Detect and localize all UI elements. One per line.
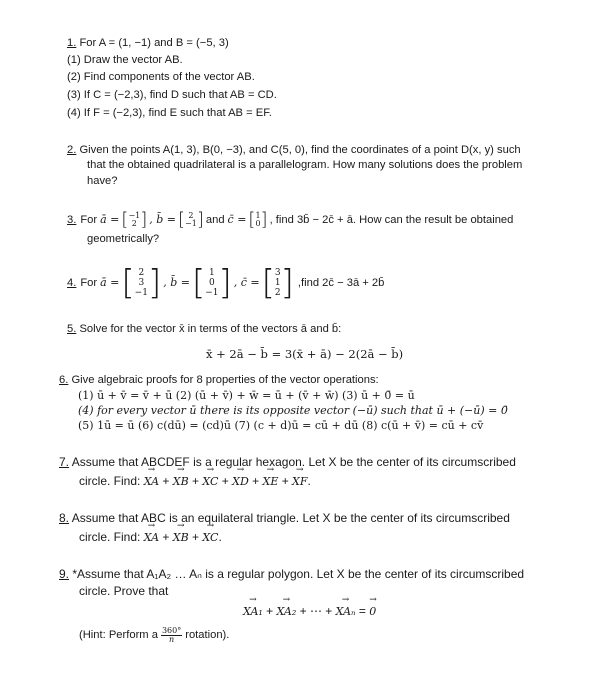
- problem-9-equation: XA₁ → + XA₂ → + ⋯ + XAₙ → = 0 →: [243, 604, 376, 619]
- problem-1-item-2: (2) Find components of the vector AB.: [67, 71, 255, 83]
- problem-number: 4.: [67, 277, 77, 289]
- problem-1-item-1: (1) Draw the vector AB.: [67, 54, 183, 66]
- problem-4-line: 4. For ā = [ 2 3 −1 ] , b̄ = [ 1 0 −1 ] , c̄ = [ 3 1 2 ] , find 2c̄ − 3ā + 2b̄: [67, 263, 385, 303]
- problem-text: Give algebraic proofs for 8 properties of the vector operations:: [71, 374, 379, 386]
- problem-6-properties-1: (1) ū + v̄ = v̄ + ū (2) (ū + v̄) + w̄ = ū + (v̄ + w̄) (3) ū + 0̄ = ū: [78, 389, 415, 402]
- problem-text: *Assume that A₁A₂ … Aₙ is a regular polygon. Let X be the center of its circumscribed: [72, 567, 525, 581]
- problem-6-properties-2: (4) for every vector ū there is its opposite vector (−ū) such that ū + (−ū) = 0̄: [78, 404, 508, 417]
- problem-number: 2.: [67, 144, 77, 156]
- problem-number: 3.: [67, 214, 77, 226]
- problem-text: Given the points A(1, 3), B(0, −3), and C(5, 0), find the coordinates of a point D(x, y) such: [79, 144, 521, 156]
- problem-5-equation: x̄ + 2ā − b̄ = 3(x̄ + ā) − 2(2ā − b̄): [206, 347, 404, 361]
- problem-7-line-2: circle. Find: XA → + XB → + XC → + XD → + XE → + XF →.: [79, 474, 311, 489]
- problem-number: 6.: [59, 374, 69, 386]
- problem-number: 9.: [59, 567, 70, 581]
- problem-text: Solve for the vector x̄ in terms of the vectors ā and b̄:: [79, 323, 342, 335]
- problem-8-line-2: circle. Find: XA → + XB → + XC →.: [79, 530, 222, 545]
- problem-9-hint: (Hint: Perform a $\frac{360^\circ}{n}$ rotation).: [79, 625, 230, 644]
- problem-3-line-2: geometrically?: [87, 233, 160, 245]
- problem-6-properties-3: (5) 1ū = ū (6) c(dū) = (cd)ū (7) (c + d)ū = cū + dū (8) c(ū + v̄) = cū + cv̄: [78, 419, 484, 432]
- problem-2-line-1: [67, 143, 521, 157]
- problem-8-line-1: [59, 511, 510, 525]
- problem-number: 8.: [59, 511, 70, 525]
- problem-1-item-3: (3) If C = (−2,3), find D such that AB = CD.: [67, 89, 277, 101]
- problem-6-line-1: [59, 373, 379, 387]
- problem-9-line-1: [59, 567, 524, 581]
- problem-number: 1.: [67, 37, 77, 49]
- problem-text: Assume that ABC is an equilateral triangle. Let X be the center of its circumscribed: [71, 511, 510, 525]
- problem-3-line-1: 3. For ā = [ −1 2 ] , b̄ = [ 2 −1 ] and c̄ = [ 1 0 ] , find 3b̄ − 2c̄ + ā. How can the result be obtained: [67, 209, 514, 230]
- problem-text: For A = (1, −1) and B = (−5, 3): [79, 37, 229, 49]
- problem-5-line-1: [67, 322, 341, 336]
- problem-1-stem: [67, 36, 229, 50]
- problem-9-line-2: circle. Prove that: [79, 584, 169, 598]
- problem-2-line-3: have?: [87, 175, 118, 187]
- problem-number: 7.: [59, 455, 70, 469]
- problem-text: Assume that ABCDEF is a regular hexagon. Let X be the center of its circumscribed: [71, 455, 516, 469]
- problem-number: 5.: [67, 323, 77, 335]
- problem-1-item-4: (4) If F = (−2,3), find E such that AB = EF.: [67, 107, 272, 119]
- problem-7-line-1: [59, 455, 516, 469]
- problem-2-line-2: that the obtained quadrilateral is a parallelogram. How many solutions does the problem: [87, 159, 523, 171]
